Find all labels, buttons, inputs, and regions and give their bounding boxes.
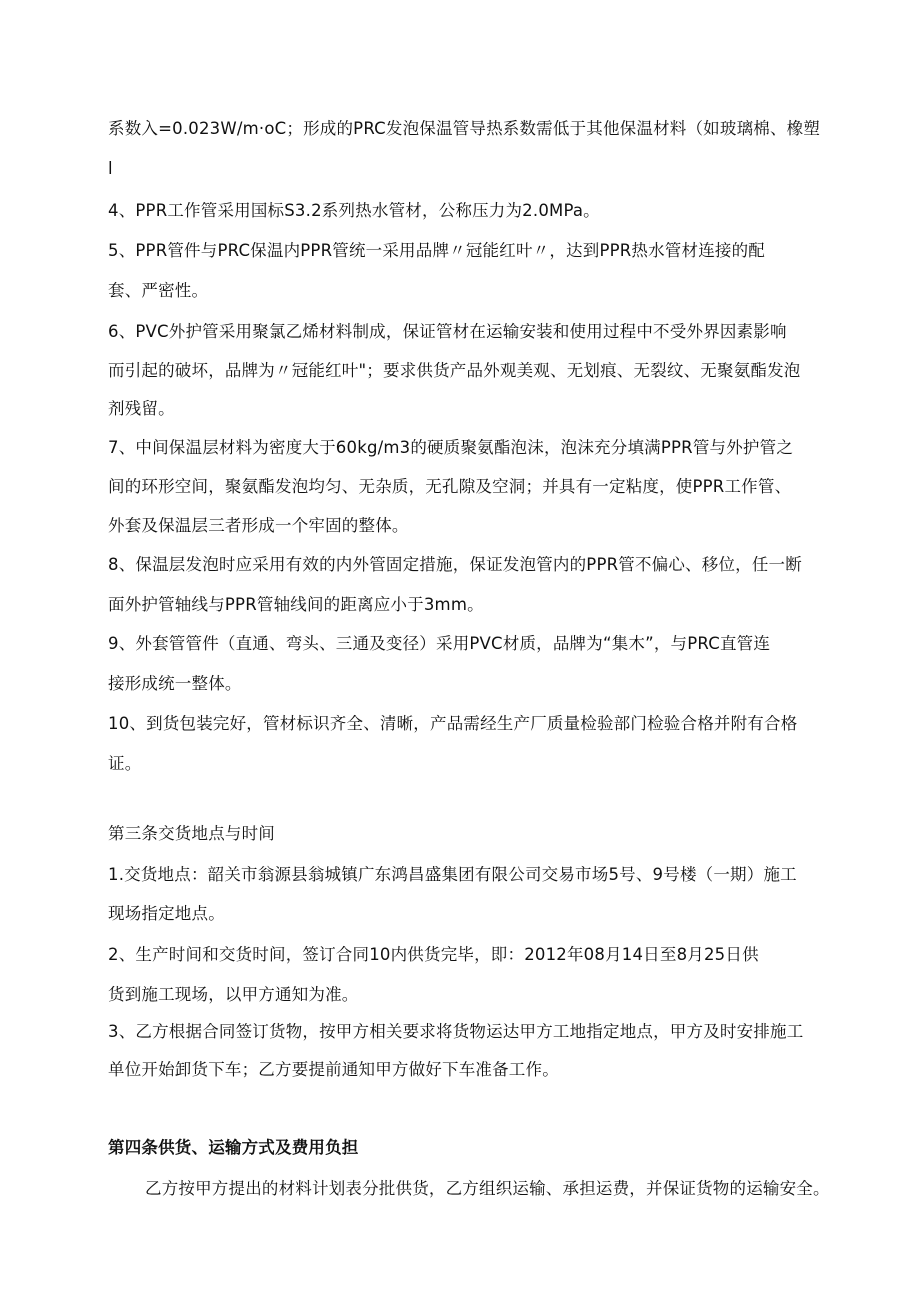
text-line: 系数入=0.023W/m·oC；形成的PRC发泡保温管导热系数需低于其他保温材料（如玻璃棉、橡塑 [108, 119, 821, 138]
text-line: 10、到货包装完好，管材标识齐全、清晰，产品需经生产厂质量检验部门检验合格并附有合格 [108, 714, 798, 733]
text-line: 8、保温层发泡时应采用有效的内外管固定措施，保证发泡管内的PPR管不偏心、移位，任一断 [108, 555, 802, 574]
text-line: l [108, 159, 113, 178]
text-line: 2、生产时间和交货时间，签订合同10内供货完毕，即：2012年08月14日至8月25日供 [108, 945, 759, 964]
text-line: 9、外套管管件（直通、弯头、三通及变径）采用PVC材质，品牌为“集木”，与PRC直管连 [108, 634, 771, 653]
text-line: 套、严密性。 [108, 281, 209, 300]
text-line: 1.交货地点：韶关市翁源县翁城镇广东鸿昌盛集团有限公司交易市场5号、9号楼（一期）施工 [108, 865, 797, 884]
text-line: 接形成统一整体。 [108, 674, 242, 693]
text-line: 5、PPR管件与PRC保温内PPR管统一采用品牌〃冠能红叶〃，达到PPR热水管材连接的配 [108, 241, 766, 260]
section-heading-3: 第三条交货地点与时间 [108, 824, 275, 843]
text-line: 证。 [108, 754, 142, 773]
text-line: 7、中间保温层材料为密度大于60kg/m3的硬质聚氨酯泡沫，泡沫充分填满PPR管与外护管之 [108, 438, 794, 457]
text-line: 剂残留。 [108, 399, 175, 418]
text-line: 外套及保温层三者形成一个牢固的整体。 [108, 516, 409, 535]
text-line: 3、乙方根据合同签订货物，按甲方相关要求将货物运达甲方工地指定地点，甲方及时安排施工 [108, 1022, 804, 1041]
text-line: 6、PVC外护管采用聚氯乙烯材料制成，保证管材在运输安装和使用过程中不受外界因素影响 [108, 322, 787, 341]
text-line: 货到施工现场，以甲方通知为准。 [108, 985, 359, 1004]
text-line: 乙方按甲方提出的材料计划表分批供货，乙方组织运输、承担运费，并保证货物的运输安全。 [145, 1179, 830, 1198]
section-heading-4: 第四条供货、运输方式及费用负担 [108, 1138, 359, 1157]
text-line: 而引起的破坏，品牌为〃冠能红叶"；要求供货产品外观美观、无划痕、无裂纹、无聚氨酯发泡 [108, 361, 801, 380]
text-line: 面外护管轴线与PPR管轴线间的距离应小于3mm。 [108, 595, 484, 614]
text-line: 现场指定地点。 [108, 904, 225, 923]
text-line: 间的环形空间，聚氨酯发泡均匀、无杂质，无孔隙及空洞；并具有一定粘度，使PPR工作管、 [108, 477, 792, 496]
text-line: 单位开始卸货下车；乙方要提前通知甲方做好下车准备工作。 [108, 1060, 559, 1079]
text-line: 4、PPR工作管采用国标S3.2系列热水管材，公称压力为2.0MPa。 [108, 201, 600, 220]
